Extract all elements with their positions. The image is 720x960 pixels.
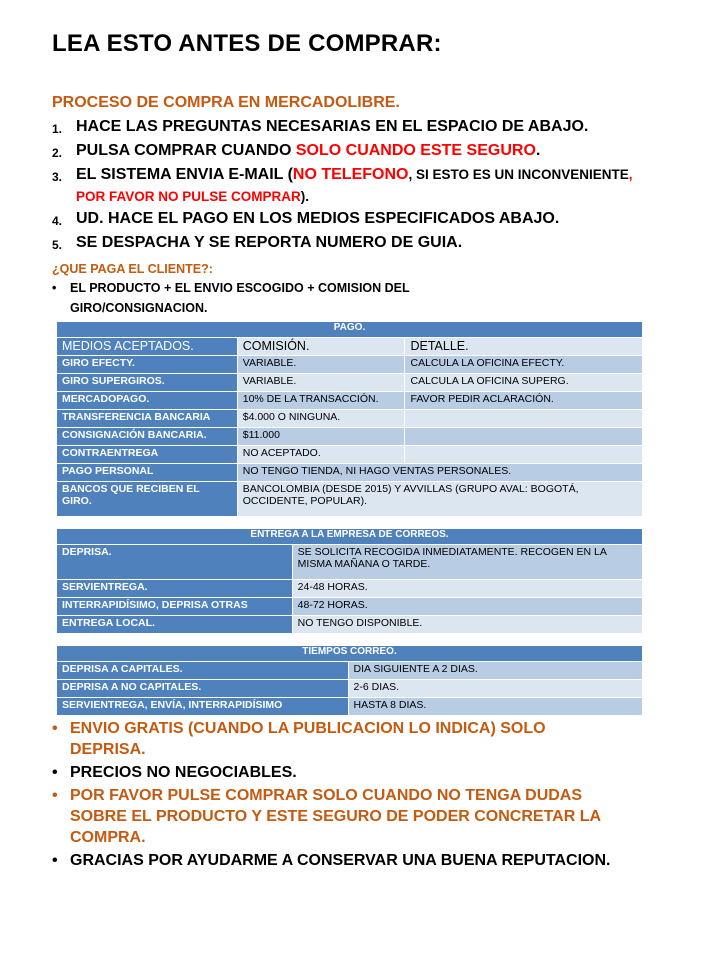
table-row: SERVIENTREGA. 24-48 HORAS. xyxy=(57,580,643,598)
table-row: DEPRISA A NO CAPITALES. 2-6 DIAS. xyxy=(57,680,643,698)
step-3: 3. EL SISTEMA ENVIA E-MAIL (NO TELEFONO, SI ESTO ES UN INCONVENIENTE, POR FAVOR NO PULSE COMPRAR). xyxy=(52,166,633,204)
table-row: GIRO SUPERGIROS. VARIABLE. CALCULA LA OFICINA SUPERG. xyxy=(57,374,643,392)
table-row: CONTRAENTREGA NO ACEPTADO. xyxy=(57,446,643,464)
process-heading: PROCESO DE COMPRA EN MERCADOLIBRE. xyxy=(52,94,400,111)
table-row: TRANSFERENCIA BANCARIA $4.000 O NINGUNA. xyxy=(57,410,643,428)
client-item: • EL PRODUCTO + EL ENVIO ESCOGIDO + COMISION DEL GIRO/CONSIGNACION. xyxy=(52,278,512,318)
bullet-icon: • xyxy=(52,720,58,737)
page-title: LEA ESTO ANTES DE COMPRAR: xyxy=(52,30,442,57)
step-5: 5. SE DESPACHA Y SE REPORTA NUMERO DE GUIA. xyxy=(52,234,463,252)
bullet-icon: • xyxy=(52,764,58,781)
list-item: • PRECIOS NO NEGOCIABLES. xyxy=(52,764,297,781)
table-row: MERCADOPAGO. 10% DE LA TRANSACCIÓN. FAVOR PEDIR ACLARACIÓN. xyxy=(57,392,643,410)
list-item: • GRACIAS POR AYUDARME A CONSERVAR UNA BUENA REPUTACION. xyxy=(52,852,611,869)
payment-table-title: PAGO. xyxy=(57,322,643,338)
step-2-emphasis: SOLO CUANDO ESTE SEGURO xyxy=(295,142,536,159)
table-row: INTERRAPIDÍSIMO, DEPRISA OTRAS 48-72 HORAS. xyxy=(57,598,643,616)
table-row: CONSIGNACIÓN BANCARIA. $11.000 xyxy=(57,428,643,446)
bullet-icon: • xyxy=(52,787,58,804)
payment-table xyxy=(56,321,643,517)
step-3-warning: , POR FAVOR NO PULSE COMPRAR xyxy=(76,167,633,204)
bullet-icon: • xyxy=(52,852,58,869)
list-item: • POR FAVOR PULSE COMPRAR SOLO CUANDO NO TENGA DUDAS SOBRE EL PRODUCTO Y ESTE SEGURO DE PODER CONCRETAR LA COMPRA. xyxy=(52,787,601,846)
delivery-table xyxy=(56,528,643,634)
process-steps xyxy=(52,116,662,256)
table-header-row: MEDIOS ACEPTADOS. COMISIÓN. DETALLE. xyxy=(57,338,643,356)
table-row: BANCOS QUE RECIBEN EL GIRO. BANCOLOMBIA (DESDE 2015) Y AVVILLAS (GRUPO AVAL: BOGOTÁ, OCCIDENTE, POPULAR). xyxy=(57,482,643,517)
table-row: ENTREGA LOCAL. NO TENGO DISPONIBLE. xyxy=(57,616,643,634)
client-heading: ¿QUE PAGA EL CLIENTE?: xyxy=(52,262,213,276)
step-2: 2. PULSA COMPRAR CUANDO SOLO CUANDO ESTE SEGURO. xyxy=(52,142,541,160)
times-table xyxy=(56,645,643,716)
delivery-table-title: ENTREGA A LA EMPRESA DE CORREOS. xyxy=(57,529,643,545)
list-item: • ENVIO GRATIS (CUANDO LA PUBLICACION LO INDICA) SOLO DEPRISA. xyxy=(52,720,546,758)
table-row: GIRO EFECTY. VARIABLE. CALCULA LA OFICINA EFECTY. xyxy=(57,356,643,374)
step-3-emphasis: NO TELEFONO xyxy=(292,166,409,183)
table-row: SERVIENTREGA, ENVÍA, INTERRAPIDÍSIMO HASTA 8 DIAS. xyxy=(57,698,643,716)
step-4: 4. UD. HACE EL PAGO EN LOS MEDIOS ESPECIFICADOS ABAJO. xyxy=(52,210,560,228)
table-row: PAGO PERSONAL NO TENGO TIENDA, NI HAGO VENTAS PERSONALES. xyxy=(57,464,643,482)
times-table-title: TIEMPOS CORREO. xyxy=(57,646,643,662)
table-row: DEPRISA. SE SOLICITA RECOGIDA INMEDIATAMENTE. RECOGEN EN LA MISMA MAÑANA O TARDE. xyxy=(57,545,643,580)
bullet-icon: • xyxy=(52,281,57,295)
step-1: 1. HACE LAS PREGUNTAS NECESARIAS EN EL ESPACIO DE ABAJO. xyxy=(52,118,589,136)
bottom-notes xyxy=(52,718,612,873)
table-row: DEPRISA A CAPITALES. DIA SIGUIENTE A 2 DIAS. xyxy=(57,662,643,680)
